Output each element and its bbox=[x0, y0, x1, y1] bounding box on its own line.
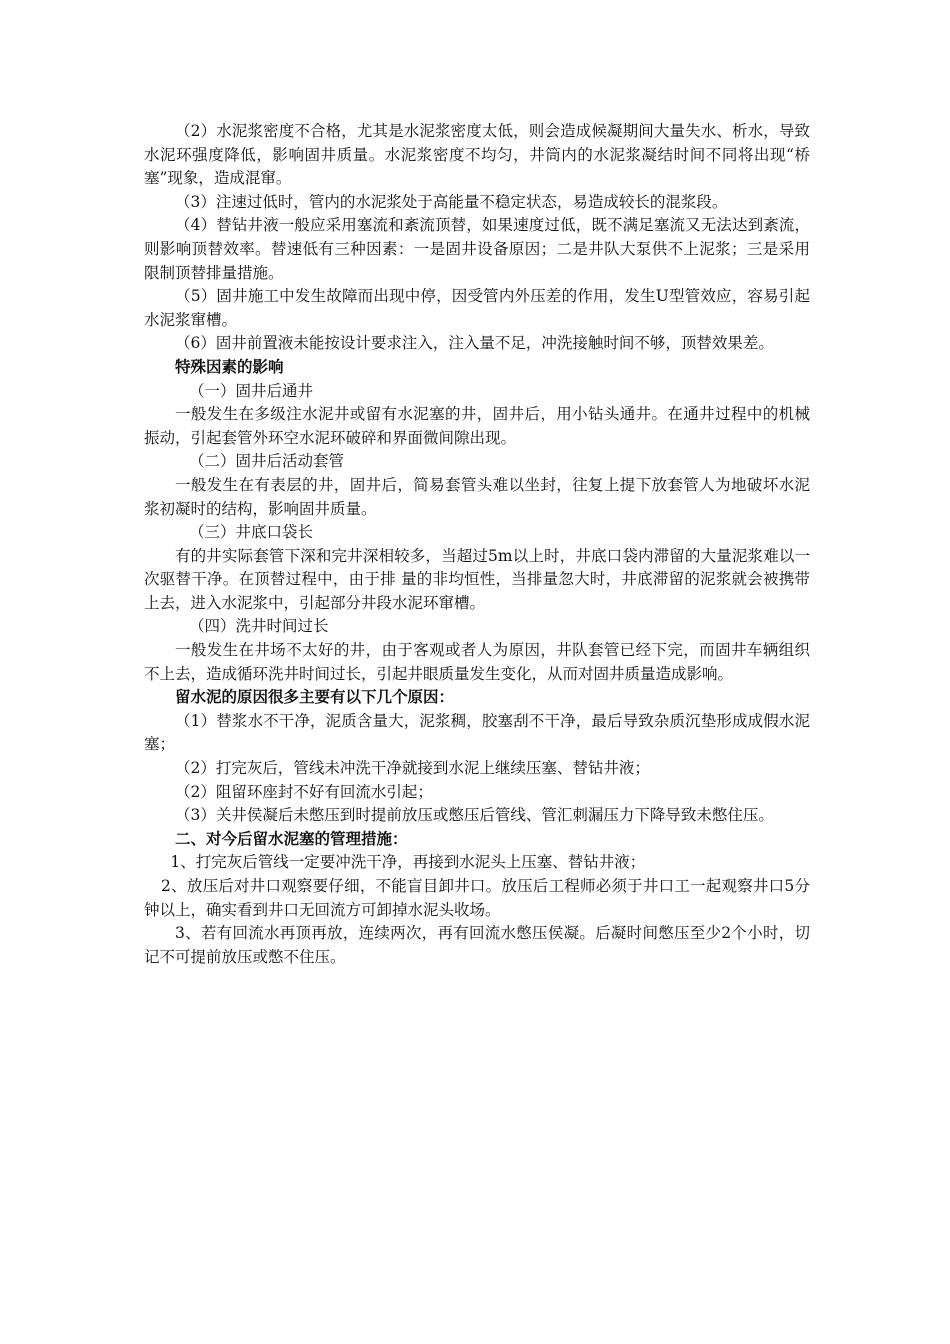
paragraph-2: （2）水泥浆密度不合格，尤其是水泥浆密度太低，则会造成候凝期间大量失水、析水，导致水泥环强度降低，影响固井质量。水泥浆密度不均匀，井筒内的水泥浆凝结时间不同将出现“桥塞”现象，造成混窜。 bbox=[144, 122, 810, 188]
cement-reason-1: （1）替浆水不干净，泥质含量大，泥浆稠，胶塞刮不干净，最后导致杂质沉垫形成成假水泥塞； bbox=[144, 711, 810, 754]
paragraph-6: （6）固井前置液未能按设计要求注入，注入量不足，冲洗接触时间不够，顶替效果差。 bbox=[175, 334, 774, 353]
cement-reasons-heading: 留水泥的原因很多主要有以下几个原因： bbox=[175, 688, 455, 707]
special-item-4-text: 一般发生在井场不太好的井，由于客观或者人为原因，井队套管已经下完，而固井车辆组织不上去，造成循环洗井时间过长，引起井眼质量发生变化，从而对固井质量造成影响。 bbox=[144, 641, 810, 683]
measures-heading: 二、对今后留水泥塞的管理措施： bbox=[175, 829, 408, 848]
paragraph-4: （4）替钻井液一般应采用塞流和紊流顶替，如果速度过低，既不满足塞流又无法达到紊流，则影响顶替效率。替速低有三种因素：一是固井设备原因；二是井队大泵供不上泥浆；三是采用限制顶替排量措施。 bbox=[144, 216, 810, 282]
cement-reason-3: （2）阻留环座封不好有回流水引起； bbox=[175, 782, 433, 801]
document-page bbox=[144, 120, 810, 969]
measure-2: 2、放压后对井口观察要仔细，不能盲目卸井口。放压后工程师必须于井口工一起观察井口5分钟以上，确实看到井口无回流方可卸掉水泥头收场。 bbox=[144, 877, 810, 919]
measure-1: 1、打完灰后管线一定要冲洗干净，再接到水泥头上压塞、替钻井液； bbox=[170, 853, 646, 872]
special-item-2-title: （二）固井后活动套管 bbox=[188, 452, 344, 471]
special-item-3-text: 有的井实际套管下深和完井深相较多，当超过5m以上时，井底口袋内滞留的大量泥浆难以一次驱替干净。在顶替过程中，由于排 量的非均恒性，当排量忽大时，井底滞留的泥浆就会被携带上去，进入水泥浆中，引起部分井段水泥环窜槽。 bbox=[144, 546, 810, 612]
cement-reason-2: （2）打完灰后，管线未冲洗干净就接到水泥上继续压塞、替钻井液； bbox=[175, 759, 650, 778]
measure-3: 3、若有回流水再顶再放，连续两次，再有回流水憋压侯凝。后凝时间憋压至少2个小时，切记不可提前放压或憋不住压。 bbox=[144, 924, 810, 966]
paragraph-3: （3）注速过低时，管内的水泥浆处于高能量不稳定状态，易造成较长的混浆段。 bbox=[175, 192, 728, 211]
cement-reason-4: （3）关井侯凝后未憋压到时提前放压或憋压后管线、管汇刺漏压力下降导致未憋住压。 bbox=[175, 806, 774, 825]
special-factors-heading: 特殊因素的影响 bbox=[175, 357, 284, 376]
special-item-2-text: 一般发生在有表层的井，固井后，简易套管头难以坐封，往复上提下放套管人为地破坏水泥浆初凝时的结构，影响固井质量。 bbox=[144, 475, 810, 518]
special-item-3-title: （三）井底口袋长 bbox=[188, 523, 313, 542]
special-item-1-text: 一般发生在多级注水泥井或留有水泥塞的井，固井后，用小钻头通井。在通井过程中的机械振动，引起套管外环空水泥环破碎和界面微间隙出现。 bbox=[144, 405, 810, 447]
paragraph-5: （5）固井施工中发生故障而出现中停，因受管内外压差的作用，发生U型管效应，容易引起水泥浆窜槽。 bbox=[144, 287, 810, 329]
special-item-1-title: （一）固井后通井 bbox=[188, 381, 313, 400]
special-item-4-title: （四）洗井时间过长 bbox=[188, 617, 329, 636]
